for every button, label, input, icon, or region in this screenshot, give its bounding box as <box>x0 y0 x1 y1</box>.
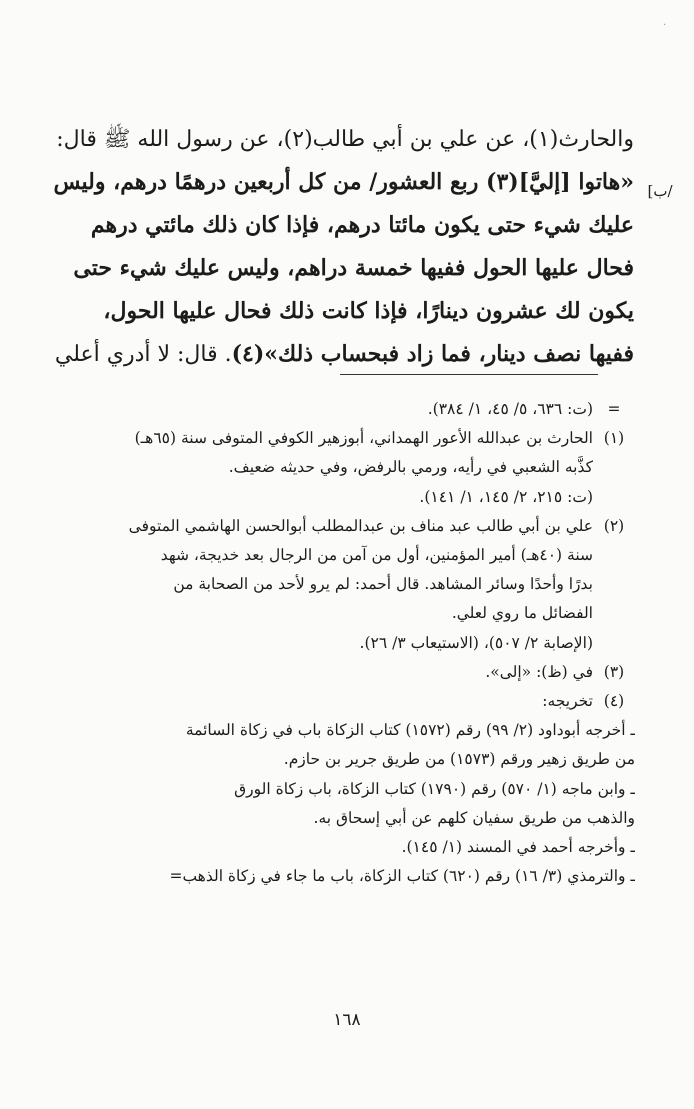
footnote-line: سنة (٤٠هـ) أمير المؤمنين، أول من آمن من الرجال بعد خديجة، شهد <box>160 546 593 565</box>
hadith-quote-end: ففيها نصف دينار، فما زاد فبحساب ذلك»(٤) <box>231 341 634 367</box>
footnote-line: ـ أخرجه أبوداود (٢/ ٩٩) رقم (١٥٧٢) كتاب الزكاة باب في زكاة السائمة <box>185 721 635 740</box>
carryover-text: (ت: ٦٣٦، ٥/ ٤٥، ١/ ٣٨٤). <box>427 400 593 418</box>
main-line-4: فحال عليها الحول ففيها خمسة دراهم، وليس عليك شيء حتى <box>73 255 634 281</box>
footnote-line: من طريق زهير ورقم (١٥٧٣) من طريق جرير بن حازم. <box>283 750 635 769</box>
footnote-line: (الإصابة ٢/ ٥٠٧)، (الاستيعاب ٣/ ٢٦). <box>359 633 593 652</box>
page-number: ١٦٨ <box>333 1010 361 1030</box>
footnote-line: والذهب من طريق سفيان كلهم عن أبي إسحاق به. <box>313 808 635 827</box>
footnote-line: ـ وابن ماجه (١/ ٥٧٠) رقم (١٧٩٠) كتاب الزكاة، باب زكاة الورق <box>234 779 635 798</box>
footnote-line: في (ظ): «إلى». <box>485 662 593 681</box>
footnote-line: ـ والترمذي (٣/ ١٦) رقم (٦٢٠) كتاب الزكاة، باب ما جاء في زكاة الذهب= <box>169 867 635 886</box>
main-line-3: عليك شيء حتى يكون مائتا درهم، فإذا كان ذلك مائتي درهم <box>90 212 634 238</box>
footnote-line: علي بن أبي طالب عبد مناف بن عبدالمطلب أبوالحسن الهاشمي المتوفى <box>128 516 593 535</box>
main-line-1: والحارث(١)، عن علي بن أبي طالب(٢)، عن رسول الله ﷺ قال: <box>56 127 634 152</box>
main-line-6 <box>40 333 634 376</box>
footnote-4 <box>30 687 635 716</box>
carryover-mark: = <box>607 400 621 418</box>
footnote-carryover <box>30 395 635 424</box>
footnote-number: (١) <box>603 429 625 448</box>
footnote-line: الفضائل ما روي لعلي. <box>451 604 593 623</box>
footnote-line: (ت: ٢١٥، ٢/ ١٤٥، ١/ ١٤١). <box>419 487 593 506</box>
footnote-line: الحارث بن عبدالله الأعور الهمداني، أبوزهير الكوفي المتوفى سنة (٦٥هـ) <box>134 429 593 448</box>
main-text-block <box>40 118 634 376</box>
corner-mark: · <box>663 20 667 31</box>
footnote-divider <box>340 374 598 375</box>
footnote-3 <box>30 658 635 687</box>
main-line-5: يكون لك عشرون دينارًا، فإذا كانت ذلك فحال عليها الحول، <box>103 298 634 324</box>
footnote-2 <box>30 512 635 658</box>
footnote-number: (٤) <box>603 692 625 711</box>
footnote-number: (٣) <box>603 662 625 681</box>
footnote-1 <box>30 424 635 512</box>
footnote-number: (٢) <box>603 516 625 535</box>
footnote-heading: تخريجه: <box>542 692 593 711</box>
footnote-line: كذَّبه الشعبي في رأيه، ورمي بالرفض، وفي حديثه ضعيف. <box>228 458 593 477</box>
footnotes-section <box>30 395 635 891</box>
footnote-line: ـ وأخرجه أحمد في المسند (١/ ١٤٥). <box>401 838 635 857</box>
main-line-6-tail: . قال: لا أدري أعلي <box>54 342 232 367</box>
footnote-line: بدرًا وأحدًا وسائر المشاهد. قال أحمد: لم يرو لأحد من الصحابة من <box>173 575 593 594</box>
main-line-2: «هاتوا [إليَّ](٣) ربع العشور/ من كل أربعين درهمًا درهم، وليس <box>53 169 634 195</box>
margin-folio-note: /ب] <box>647 182 673 200</box>
